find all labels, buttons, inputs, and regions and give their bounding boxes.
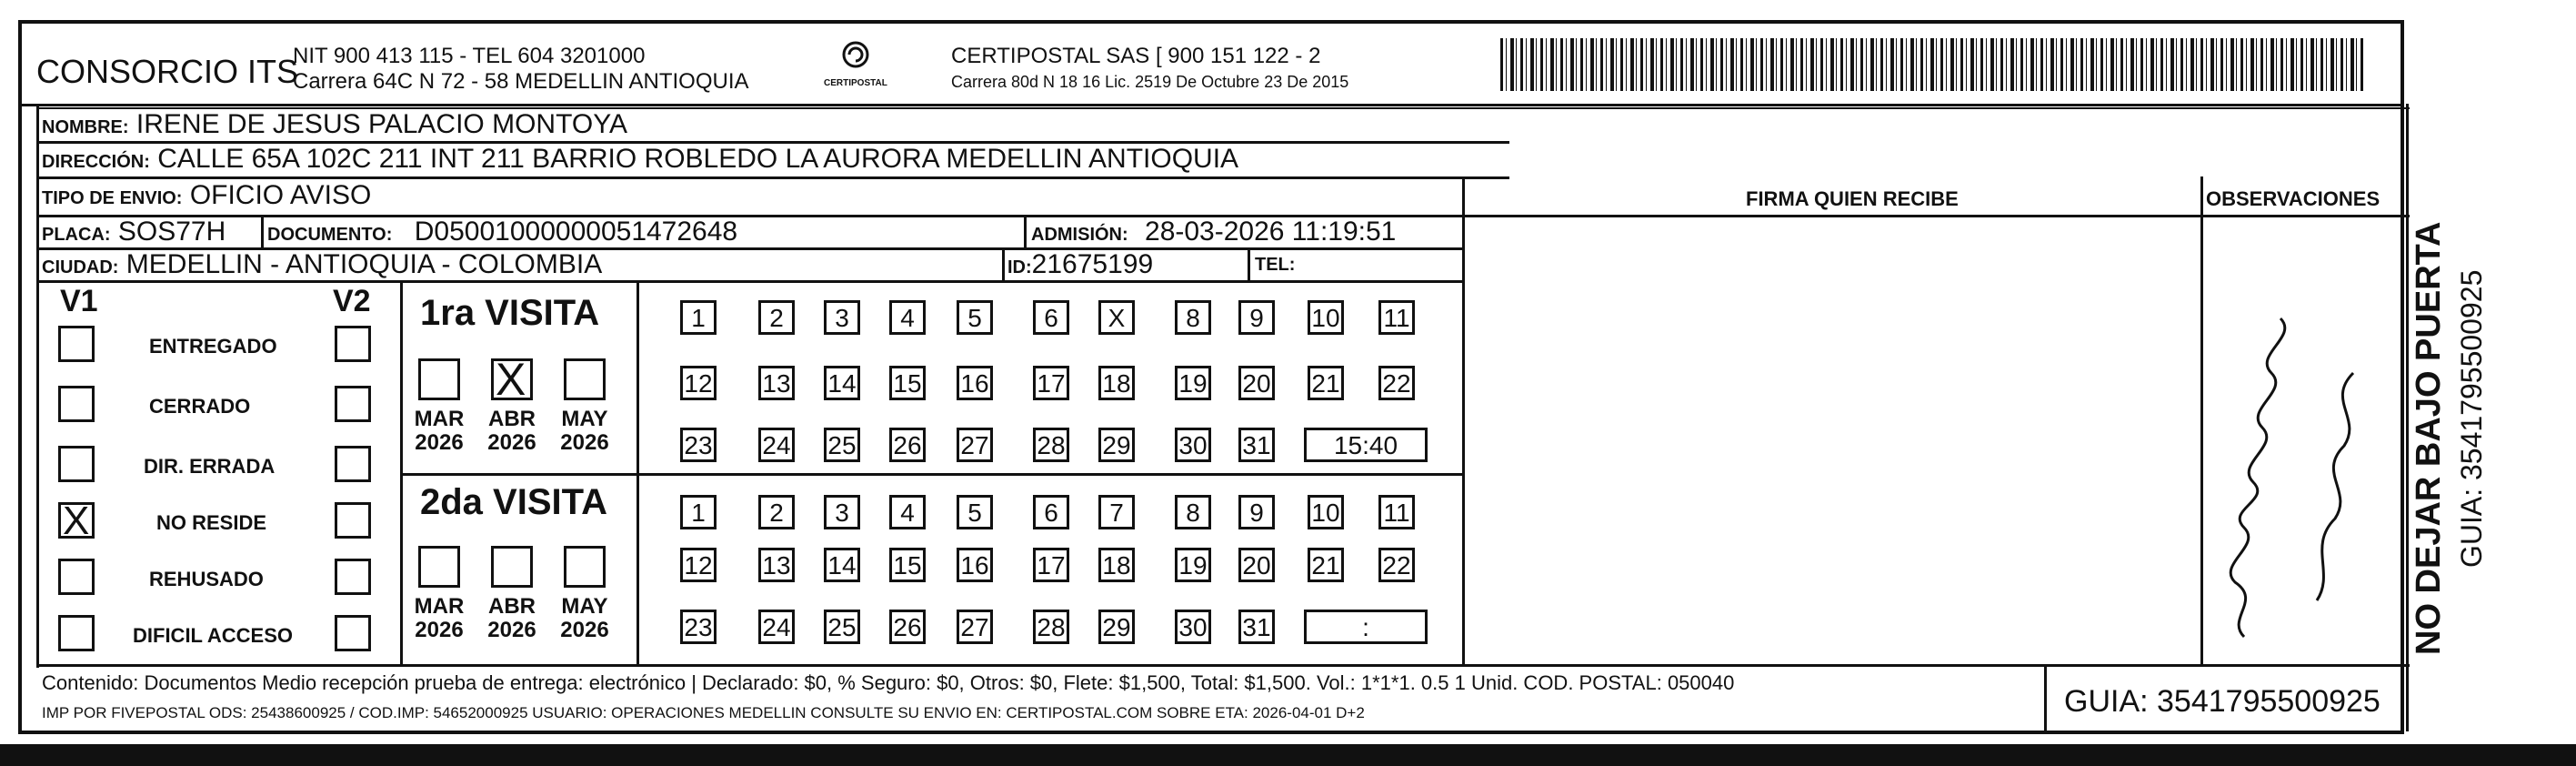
visit1-day-1[interactable]: 1	[680, 300, 717, 335]
rule-direccion	[36, 176, 1509, 179]
visit1-day-13[interactable]: 13	[758, 366, 795, 400]
placa-value: SOS77H	[117, 217, 226, 247]
visit2-day-22[interactable]: 22	[1378, 548, 1415, 582]
left-border	[36, 104, 39, 668]
logo-text: CERTIPOSTAL	[824, 78, 887, 88]
visit2-day-4[interactable]: 4	[889, 495, 926, 529]
visit2-month-label: MAY	[561, 594, 608, 619]
v2-checkbox-2[interactable]	[335, 386, 371, 422]
visit2-month-caption	[553, 595, 616, 642]
visit2-day-7[interactable]: 7	[1098, 495, 1135, 529]
first-visit-title: 1ra VISITA	[420, 293, 600, 333]
visit1-day-23[interactable]: 23	[680, 428, 717, 462]
nombre-label: NOMBRE:	[42, 117, 129, 137]
vline-status	[400, 280, 403, 664]
visit2-day-16[interactable]: 16	[957, 548, 993, 582]
side-guia: GUIA: 3541795500925	[2455, 269, 2488, 568]
visit2-month-mar[interactable]	[418, 546, 460, 588]
visit2-day-2[interactable]: 2	[758, 495, 795, 529]
ciudad-row	[42, 249, 602, 280]
status-label-2: CERRADO	[149, 395, 251, 418]
visit1-day-11[interactable]: 11	[1378, 300, 1415, 335]
v1-checkbox-4[interactable]	[58, 499, 95, 543]
id-label: ID:	[1007, 257, 1032, 277]
status-label-5: REHUSADO	[149, 568, 264, 590]
visit1-day-24[interactable]: 24	[758, 428, 795, 462]
barcode	[1500, 38, 2364, 91]
footer-guia: GUIA: 3541795500925	[2064, 684, 2381, 719]
visit2-day-15[interactable]: 15	[889, 548, 926, 582]
visit2-day-29[interactable]: 29	[1098, 610, 1135, 644]
vline-firma	[1462, 176, 1465, 664]
visit1-month-may[interactable]	[564, 358, 606, 400]
certipostal-address: Carrera 80d N 18 16 Lic. 2519 De Octubre 23 De 2015	[951, 73, 1349, 91]
footer-contents: Contenido: Documentos Medio recepción prueba de entrega: electrónico | Declarado: $0, % Seguro: $0, Otros: $0, Flete: $1,500, Total: $1,500. Vol.: 1*1*1. 0.5 1 Unid. COD. POSTAL: 050040	[42, 671, 1735, 694]
tipo-value: OFICIO AVISO	[189, 180, 372, 210]
visit2-day-26[interactable]: 26	[889, 610, 926, 644]
visit1-day-26[interactable]: 26	[889, 428, 926, 462]
visit1-year-label: 2026	[560, 430, 609, 455]
visit1-day-15[interactable]: 15	[889, 366, 926, 400]
second-visit-title: 2da VISITA	[420, 482, 607, 522]
visit1-day-4[interactable]: 4	[889, 300, 926, 335]
visit2-month-label: MAR	[414, 594, 465, 619]
visit1-day-7[interactable]: X	[1098, 300, 1135, 335]
ciudad-value: MEDELLIN - ANTIOQUIA - COLOMBIA	[125, 249, 603, 279]
tipo-label: TIPO DE ENVIO:	[42, 188, 183, 208]
visit1-day-12[interactable]: 12	[680, 366, 717, 400]
certipostal-name: CERTIPOSTAL SAS [ 900 151 122 - 2	[951, 44, 1321, 68]
visit2-day-12[interactable]: 12	[680, 548, 717, 582]
v1-checkbox-1[interactable]	[58, 326, 95, 362]
visit2-day-27[interactable]: 27	[957, 610, 993, 644]
visit1-year-label: 2026	[415, 430, 464, 455]
visit1-day-27[interactable]: 27	[957, 428, 993, 462]
visit2-day-30[interactable]: 30	[1175, 610, 1211, 644]
visit1-day-20[interactable]: 20	[1238, 366, 1275, 400]
v1-label: V1	[60, 284, 98, 318]
visit1-month-label: MAR	[414, 407, 465, 431]
visit2-year-label: 2026	[415, 618, 464, 642]
visit2-day-31[interactable]: 31	[1238, 610, 1275, 644]
v2-checkbox-1[interactable]	[335, 326, 371, 362]
visit2-month-caption	[407, 595, 471, 642]
right-border	[2406, 104, 2409, 731]
observations-handwriting	[2208, 273, 2390, 655]
visit1-day-5[interactable]: 5	[957, 300, 993, 335]
footer-imp: IMP POR FIVEPOSTAL ODS: 25438600925 / COD.IMP: 54652000925 USUARIO: OPERACIONES MEDELLIN CONSULTE SU ENVIO EN: CERTIPOSTAL.COM SOBRE ETA: 2026-04-01 D+2	[42, 704, 1365, 721]
nombre-value: IRENE DE JESUS PALACIO MONTOYA	[135, 109, 628, 139]
visit1-month-caption	[407, 408, 471, 455]
visit1-month-label: ABR	[488, 407, 536, 431]
visit2-month-label: ABR	[488, 594, 536, 619]
visit2-day-1[interactable]: 1	[680, 495, 717, 529]
visit1-day-28[interactable]: 28	[1033, 428, 1069, 462]
visit1-month-label: MAY	[561, 407, 608, 431]
visit1-day-2[interactable]: 2	[758, 300, 795, 335]
visit2-day-18[interactable]: 18	[1098, 548, 1135, 582]
header-rule	[18, 104, 2404, 106]
admision-row	[1031, 217, 1396, 247]
visit2-month-may[interactable]	[564, 546, 606, 588]
visit2-day-13[interactable]: 13	[758, 548, 795, 582]
side-warning: NO DEJAR BAJO PUERTA	[2410, 221, 2448, 655]
visit1-month-mar[interactable]	[418, 358, 460, 400]
tel-row	[1255, 255, 1295, 276]
visit2-day-20[interactable]: 20	[1238, 548, 1275, 582]
v2-checkbox-5[interactable]	[335, 559, 371, 595]
bottom-rule	[0, 744, 2576, 766]
visit1-year-label: 2026	[487, 430, 536, 455]
v1-checkbox-6[interactable]	[58, 615, 95, 651]
visit2-year-label: 2026	[487, 618, 536, 642]
vline-admision	[1024, 215, 1027, 247]
visit2-day-6[interactable]: 6	[1033, 495, 1069, 529]
visit2-day-8[interactable]: 8	[1175, 495, 1211, 529]
direccion-row	[42, 144, 1238, 175]
rule-ciudad	[36, 280, 1464, 283]
visit1-day-9[interactable]: 9	[1238, 300, 1275, 335]
v2-label: V2	[333, 284, 371, 318]
visit1-day-6[interactable]: 6	[1033, 300, 1069, 335]
direccion-value: CALLE 65A 102C 211 INT 211 BARRIO ROBLEDO LA AURORA MEDELLIN ANTIOQUIA	[157, 144, 1239, 174]
visit2-day-17[interactable]: 17	[1033, 548, 1069, 582]
visit2-day-25[interactable]: 25	[824, 610, 860, 644]
visit1-day-21[interactable]: 21	[1308, 366, 1344, 400]
visit2-month-abr[interactable]	[491, 546, 533, 588]
visit1-day-8[interactable]: 8	[1175, 300, 1211, 335]
status-label-3: DIR. ERRADA	[144, 455, 276, 478]
visit1-day-31[interactable]: 31	[1238, 428, 1275, 462]
vline-footer-guia	[2044, 664, 2047, 731]
rule-footer	[36, 664, 2410, 667]
visit2-day-14[interactable]: 14	[824, 548, 860, 582]
vline-obs	[2200, 176, 2203, 664]
visit1-day-22[interactable]: 22	[1378, 366, 1415, 400]
visit1-day-19[interactable]: 19	[1175, 366, 1211, 400]
visit1-month-caption	[553, 408, 616, 455]
visit1-day-16[interactable]: 16	[957, 366, 993, 400]
visit2-day-23[interactable]: 23	[680, 610, 717, 644]
visit2-day-21[interactable]: 21	[1308, 548, 1344, 582]
v1-checkbox-3[interactable]	[58, 446, 95, 482]
admision-label: ADMISIÓN:	[1031, 225, 1128, 245]
vline-tel	[1248, 247, 1250, 280]
id-row	[1007, 249, 1153, 280]
visit1-day-14[interactable]: 14	[824, 366, 860, 400]
documento-label: DOCUMENTO:	[267, 225, 393, 245]
placa-row	[42, 217, 226, 247]
nombre-row	[42, 109, 627, 140]
direccion-label: DIRECCIÓN:	[42, 152, 150, 172]
visit2-day-28[interactable]: 28	[1033, 610, 1069, 644]
visit2-day-19[interactable]: 19	[1175, 548, 1211, 582]
v1-checkbox-2[interactable]	[58, 386, 95, 422]
id-value: 21675199	[1031, 249, 1154, 279]
vline-placa	[261, 215, 264, 247]
visit1-day-29[interactable]: 29	[1098, 428, 1135, 462]
v2-checkbox-6[interactable]	[335, 615, 371, 651]
visit2-day-11[interactable]: 11	[1378, 495, 1415, 529]
visit1-day-18[interactable]: 18	[1098, 366, 1135, 400]
visit1-day-25[interactable]: 25	[824, 428, 860, 462]
visit2-year-label: 2026	[560, 618, 609, 642]
visit2-day-3[interactable]: 3	[824, 495, 860, 529]
visit1-day-30[interactable]: 30	[1175, 428, 1211, 462]
company-address: Carrera 64C N 72 - 58 MEDELLIN ANTIOQUIA	[293, 69, 749, 94]
visit1-month-check-mark: X	[496, 354, 526, 405]
visit2-day-24[interactable]: 24	[758, 610, 795, 644]
status-label-1: ENTREGADO	[149, 335, 277, 358]
firma-label: FIRMA QUIEN RECIBE	[1746, 187, 1959, 210]
rule-visits	[400, 473, 1464, 476]
v1-check-mark: X	[63, 499, 90, 543]
company-nit-tel: NIT 900 413 115 - TEL 604 3201000	[293, 44, 646, 68]
tipo-row	[42, 180, 371, 211]
admision-value: 28-03-2026 11:19:51	[1145, 217, 1397, 247]
visit1-time-field[interactable]: 15:40	[1304, 428, 1428, 462]
v2-checkbox-4[interactable]	[335, 502, 371, 539]
documento-row	[267, 217, 737, 247]
status-label-4: NO RESIDE	[156, 511, 267, 534]
ciudad-label: CIUDAD:	[42, 257, 119, 277]
v2-checkbox-3[interactable]	[335, 446, 371, 482]
observaciones-label: OBSERVACIONES	[2206, 187, 2381, 210]
visit1-day-10[interactable]: 10	[1308, 300, 1344, 335]
status-label-6: DIFICIL ACCESO	[133, 624, 294, 647]
visit2-day-9[interactable]: 9	[1238, 495, 1275, 529]
company-name: CONSORCIO ITS	[36, 53, 299, 90]
vline-id	[1002, 247, 1005, 280]
visit1-month-abr[interactable]	[491, 354, 533, 405]
certipostal-logo-icon	[833, 40, 878, 76]
placa-label: PLACA:	[42, 225, 111, 245]
visit2-time-field[interactable]: :	[1304, 610, 1428, 644]
vline-months	[636, 280, 639, 664]
visit1-month-caption	[480, 408, 544, 455]
tel-label: TEL:	[1255, 255, 1296, 275]
visit2-month-caption	[480, 595, 544, 642]
documento-value: D05001000000051472648	[414, 217, 738, 247]
visit1-day-3[interactable]: 3	[824, 300, 860, 335]
v1-checkbox-5[interactable]	[58, 559, 95, 595]
visit2-day-10[interactable]: 10	[1308, 495, 1344, 529]
visit2-day-5[interactable]: 5	[957, 495, 993, 529]
visit1-day-17[interactable]: 17	[1033, 366, 1069, 400]
